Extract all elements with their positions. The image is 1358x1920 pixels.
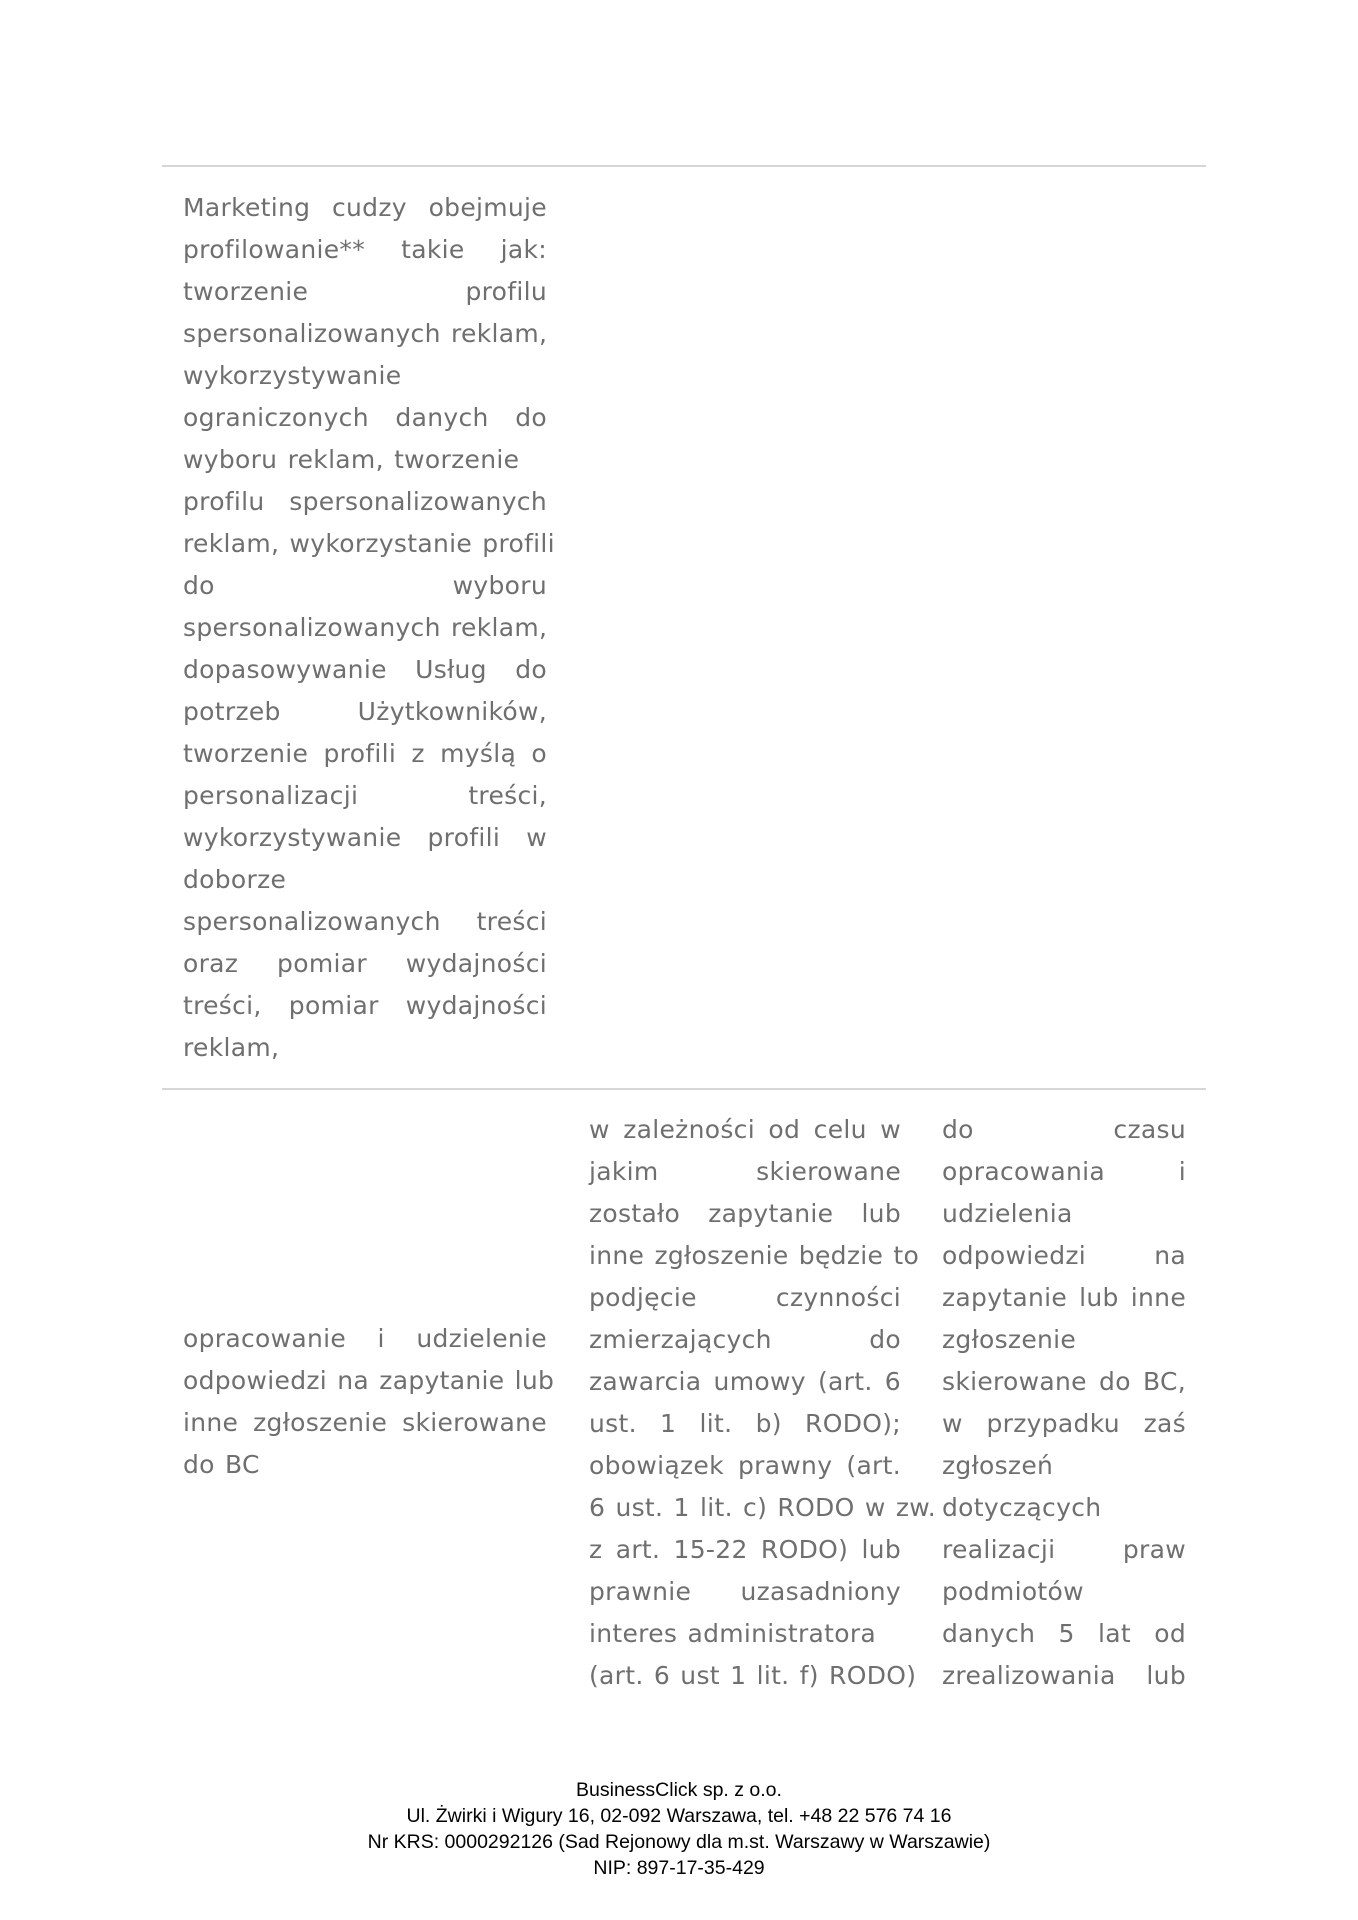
cell-text-line: z art. 15-22 RODO) lub — [589, 1535, 901, 1564]
cell-text-line: prawnie uzasadniony — [589, 1577, 901, 1606]
cell-text-line: dotyczących — [942, 1493, 1102, 1522]
cell-text-line: personalizacji treści, — [183, 781, 547, 810]
cell-text-line: zostało zapytanie lub — [589, 1199, 901, 1228]
cell-text-line: reklam, — [183, 1033, 280, 1062]
cell-text-line: do czasu — [942, 1115, 1186, 1144]
cell-text-line: (art. 6 ust 1 lit. f) RODO) — [589, 1661, 917, 1690]
cell-text-line: wyboru reklam, tworzenie — [183, 445, 520, 474]
cell-text-line: inne zgłoszenie skierowane — [183, 1408, 547, 1437]
cell-text-line: wykorzystywanie — [183, 361, 402, 390]
cell-text-line: jakim skierowane — [589, 1157, 901, 1186]
cell-text-line: danych 5 lat od — [942, 1619, 1186, 1648]
cell-text-line: doborze — [183, 865, 287, 894]
table-cell-marketing-purpose — [183, 187, 555, 1069]
cell-text-line: skierowane do BC, — [942, 1367, 1186, 1396]
cell-text-line: spersonalizowanych reklam, — [183, 319, 548, 348]
cell-text-line: 6 ust. 1 lit. c) RODO w zw. — [589, 1493, 936, 1522]
cell-text-line: inne zgłoszenie będzie to — [589, 1241, 920, 1270]
cell-text-line: interes administratora — [589, 1619, 877, 1648]
cell-text-line: podjęcie czynności — [589, 1283, 901, 1312]
cell-text-line: spersonalizowanych treści — [183, 907, 547, 936]
cell-text-line: zawarcia umowy (art. 6 — [589, 1367, 901, 1396]
cell-text-line: zrealizowania lub — [942, 1661, 1186, 1690]
footer-address: Ul. Żwirki i Wigury 16, 02-092 Warszawa, tel. +48 22 576 74 16 — [406, 1805, 952, 1827]
cell-text-line: oraz pomiar wydajności — [183, 949, 547, 978]
table-cell-retention-period — [942, 1109, 1186, 1697]
cell-text-line: opracowanie i udzielenie — [183, 1324, 547, 1353]
cell-text-line: wykorzystywanie profili w — [183, 823, 547, 852]
cell-text-line: zmierzających do — [589, 1325, 901, 1354]
cell-text-line: do BC — [183, 1450, 260, 1479]
table-row-divider — [162, 1088, 1206, 1090]
table-cell-legal-basis — [589, 1109, 936, 1697]
cell-text-line: zapytanie lub inne — [942, 1283, 1186, 1312]
cell-text-line: udzielenia — [942, 1199, 1073, 1228]
cell-text-line: treści, pomiar wydajności — [183, 991, 547, 1020]
cell-text-line: w zależności od celu w — [589, 1115, 901, 1144]
cell-text-line: profilu spersonalizowanych — [183, 487, 547, 516]
cell-text-line: ust. 1 lit. b) RODO); — [589, 1409, 901, 1438]
footer-company-name: BusinessClick sp. z o.o. — [576, 1779, 782, 1801]
cell-text-line: zgłoszenie — [942, 1325, 1077, 1354]
cell-text-line: tworzenie profili z myślą o — [183, 739, 547, 768]
footer-nip: NIP: 897-17-35-429 — [593, 1857, 765, 1879]
footer-krs: Nr KRS: 0000292126 (Sad Rejonowy dla m.st. Warszawy w Warszawie) — [367, 1831, 991, 1853]
cell-text-line: spersonalizowanych reklam, — [183, 613, 548, 642]
cell-text-line: w przypadku zaś — [942, 1409, 1186, 1438]
cell-text-line: realizacji praw — [942, 1535, 1186, 1564]
cell-text-line: odpowiedzi na zapytanie lub — [183, 1366, 555, 1395]
cell-text-line: podmiotów — [942, 1577, 1084, 1606]
cell-text-line: Marketing cudzy obejmuje — [183, 193, 547, 222]
cell-text-line: zgłoszeń — [942, 1451, 1054, 1480]
cell-text-line: tworzenie profilu — [183, 277, 547, 306]
page-footer — [0, 1777, 1358, 1881]
cell-text-line: opracowania i — [942, 1157, 1186, 1186]
cell-text-line: do wyboru — [183, 571, 547, 600]
cell-text-line: dopasowywanie Usług do — [183, 655, 547, 684]
table-row-divider-top — [162, 165, 1206, 167]
cell-text-line: ograniczonych danych do — [183, 403, 547, 432]
cell-text-line: potrzeb Użytkowników, — [183, 697, 547, 726]
cell-text-line: obowiązek prawny (art. — [589, 1451, 901, 1480]
table-cell-inquiry-purpose — [183, 1318, 555, 1486]
cell-text-line: profilowanie** takie jak: — [183, 235, 547, 264]
cell-text-line: odpowiedzi na — [942, 1241, 1186, 1270]
cell-text-line: reklam, wykorzystanie profili — [183, 529, 555, 558]
